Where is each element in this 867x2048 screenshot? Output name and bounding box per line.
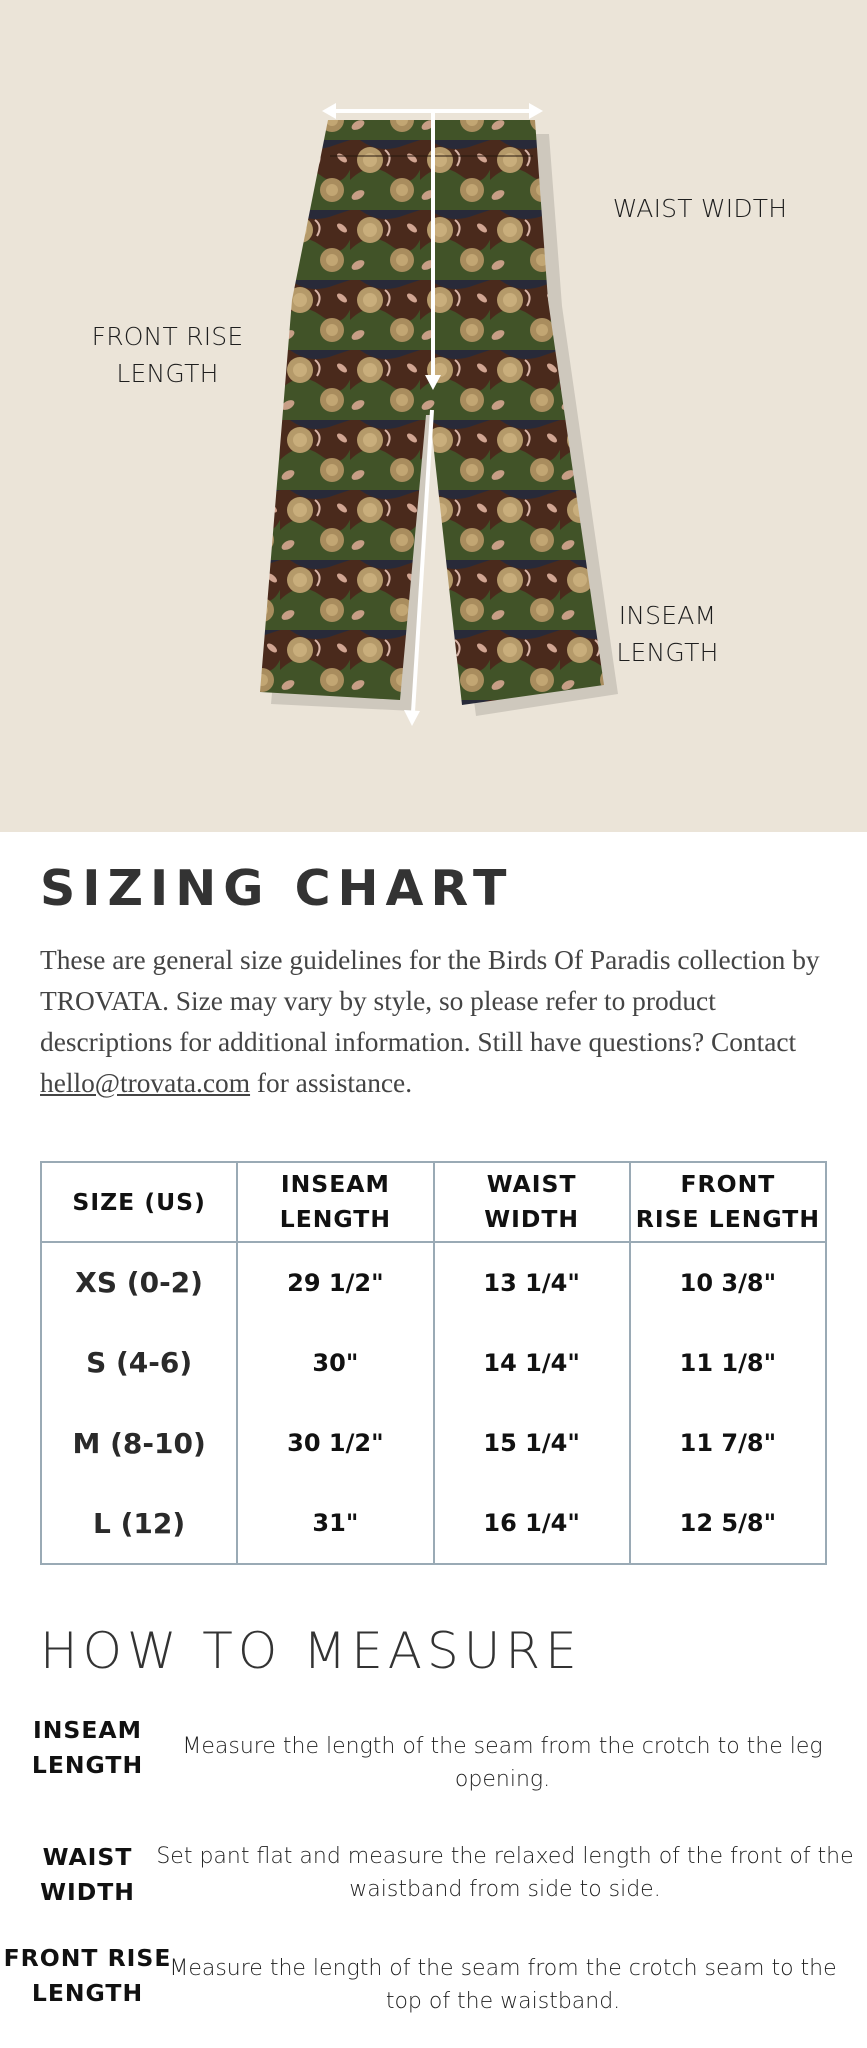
measure-term-line1: INSEAM [33,1716,142,1744]
table-row [41,1242,826,1323]
contact-email-link[interactable]: hello@trovata.com [40,1068,251,1098]
table-header-row [41,1162,826,1242]
measure-term [0,1840,175,1910]
measure-term-line2: LENGTH [31,1751,144,1779]
inseam-cell: 29 1/2" [237,1242,433,1323]
header-inseam-line2: LENGTH [279,1205,392,1233]
header-inseam-line1: INSEAM [280,1170,390,1198]
table-row [41,1484,826,1565]
measure-description: Measure the length of the seam from the crotch seam to the top of the waistband. [169,1956,837,2014]
header-waist-width [434,1162,630,1242]
waist-cell: 13 1/4" [434,1242,630,1323]
intro-text-start: These are general size guidelines for the Birds Of Paradis collection by TROVATA. Size may vary by style, so please refer to product descriptions for additional information. Still have questions? Contact [40,945,820,1057]
measure-term [0,1941,175,2011]
size-cell: L (12) [41,1484,237,1565]
front-rise-label-line1: FRONT RISE [91,322,244,351]
header-rise-line2: RISE LENGTH [635,1205,821,1233]
front-rise-cell: 12 5/8" [630,1484,826,1565]
inseam-cell: 30" [237,1323,433,1404]
front-rise-cell: 11 1/8" [630,1323,826,1404]
inseam-label-line2: LENGTH [616,638,719,667]
waist-cell: 16 1/4" [434,1484,630,1565]
header-waist-line1: WAIST [486,1170,577,1198]
waist-width-label: WAIST WIDTH [612,194,788,223]
header-waist-line2: WIDTH [484,1205,580,1233]
front-rise-label-line2: LENGTH [116,359,219,388]
header-front-rise-length [630,1162,826,1242]
size-cell: S (4-6) [41,1323,237,1404]
header-size-line1: SIZE (US) [72,1187,206,1216]
size-cell: XS (0-2) [41,1242,237,1323]
table-row [41,1403,826,1484]
sizing-chart-title: SIZING CHART [40,860,514,917]
measure-term-line1: FRONT RISE [3,1944,172,1972]
measure-description: Set pant flat and measure the relaxed length of the front of the waistband from side to side. [156,1844,854,1902]
inseam-cell: 31" [237,1484,433,1565]
measure-description: Measure the length of the seam from the crotch to the leg opening. [182,1734,823,1792]
how-to-measure-title: HOW TO MEASURE [40,1622,582,1680]
header-size-us [41,1162,237,1242]
intro-text-end: for assistance. [250,1068,413,1098]
measure-term-line1: WAIST [42,1843,133,1871]
product-image-area [0,0,867,832]
measure-term-line2: WIDTH [40,1878,135,1906]
sizing-table [40,1161,827,1565]
inseam-label-line1: INSEAM [618,601,717,630]
front-rise-cell: 10 3/8" [630,1242,826,1323]
pants-illustration [0,0,867,832]
header-rise-line1: FRONT [680,1170,776,1198]
header-inseam-length [237,1162,433,1242]
front-rise-length-label [75,318,260,392]
table-row [41,1323,826,1404]
inseam-cell: 30 1/2" [237,1403,433,1484]
sizing-intro-text [40,940,840,1104]
waist-cell: 15 1/4" [434,1403,630,1484]
front-rise-cell: 11 7/8" [630,1403,826,1484]
size-cell: M (8-10) [41,1403,237,1484]
inseam-length-label [585,597,750,671]
waist-cell: 14 1/4" [434,1323,630,1404]
measure-term [0,1713,175,1783]
measure-term-line2: LENGTH [31,1979,144,2007]
